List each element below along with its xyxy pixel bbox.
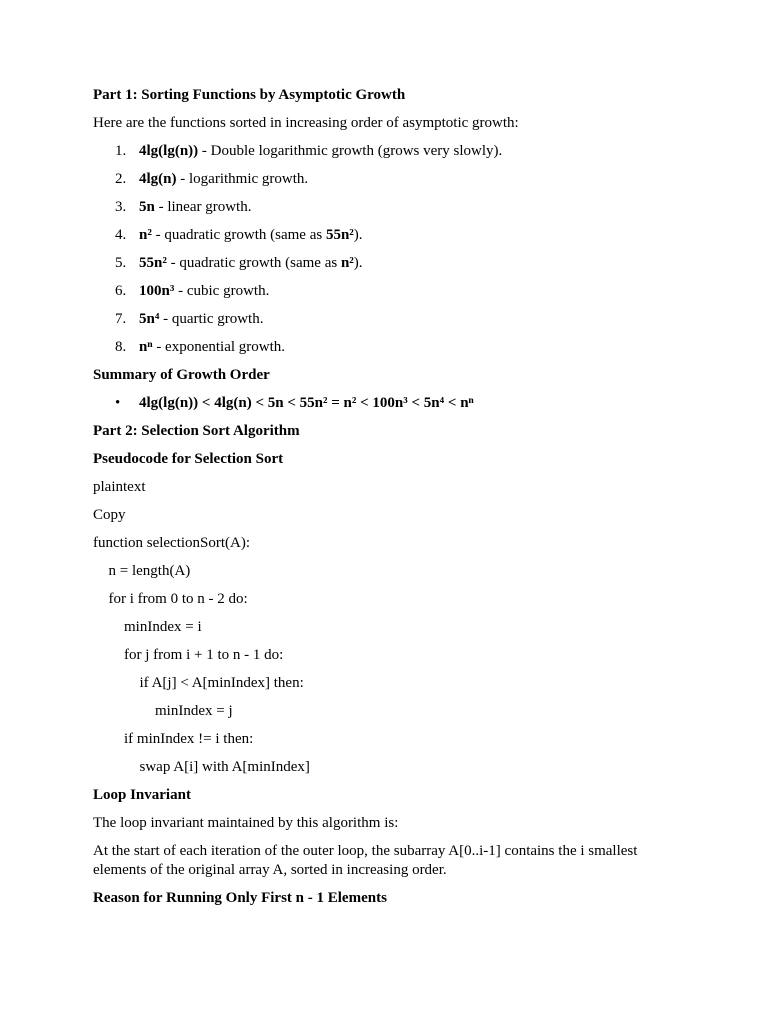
list-item	[93, 254, 683, 282]
part1-heading: Part 1: Sorting Functions by Asymptotic Growth	[93, 87, 406, 103]
loop-invariant-heading: Loop Invariant	[93, 787, 191, 803]
function-term-compare: 55n²	[325, 227, 354, 243]
function-description: - quartic growth.	[159, 311, 264, 327]
code-line: for j from i + 1 to n - 1 do:	[124, 647, 284, 663]
list-item	[93, 282, 683, 310]
list-number: 8.	[115, 339, 127, 355]
part2-heading: Part 2: Selection Sort Algorithm	[93, 423, 300, 439]
reason-heading: Reason for Running Only First n - 1 Elements	[93, 890, 387, 906]
code-language-label: plaintext	[93, 479, 146, 495]
growth-list	[93, 142, 683, 366]
growth-order-summary: 4lg(lg(n)) < 4lg(n) < 5n < 55n² = n² < 100n³ < 5n⁴ < nⁿ	[139, 395, 474, 411]
loop-invariant-text: At the start of each iteration of the outer loop, the subarray A[0..i-1] contains the i smallest elements of the original array A, sorted in increasing order.	[93, 843, 638, 878]
code-line: n = length(A)	[108, 563, 191, 579]
list-item	[93, 338, 683, 366]
function-term: 100n³	[139, 283, 175, 299]
function-description: - quadratic growth (same as	[166, 255, 341, 271]
function-description: - quadratic growth (same as	[151, 227, 326, 243]
pseudocode-heading: Pseudocode for Selection Sort	[93, 451, 284, 467]
summary-list	[93, 394, 683, 422]
function-description-tail: ).	[353, 255, 363, 271]
list-number: 5.	[115, 255, 127, 271]
function-term: 4lg(n)	[139, 171, 177, 187]
function-term: n²	[139, 227, 152, 243]
function-term: 5n	[139, 199, 155, 215]
function-term: 4lg(lg(n))	[139, 143, 199, 159]
code-line: minIndex = i	[124, 619, 202, 635]
list-item	[93, 198, 683, 226]
code-line: swap A[i] with A[minIndex]	[139, 759, 310, 775]
list-item	[93, 310, 683, 338]
list-number: 7.	[115, 311, 127, 327]
code-line: if A[j] < A[minIndex] then:	[139, 675, 304, 691]
code-line: minIndex = j	[155, 703, 233, 719]
function-description: - exponential growth.	[152, 339, 286, 355]
function-description: - cubic growth.	[174, 283, 270, 299]
copy-button[interactable]: Copy	[93, 507, 126, 523]
code-line: function selectionSort(A):	[93, 535, 251, 551]
loop-invariant-intro: The loop invariant maintained by this algorithm is:	[93, 815, 399, 831]
list-item	[93, 226, 683, 254]
function-term: 55n²	[139, 255, 167, 271]
code-block	[93, 534, 683, 786]
code-line: if minIndex != i then:	[124, 731, 254, 747]
part1-intro: Here are the functions sorted in increasing order of asymptotic growth:	[93, 115, 519, 131]
function-description-tail: ).	[353, 227, 363, 243]
function-description: - linear growth.	[154, 199, 252, 215]
list-item	[93, 142, 683, 170]
document-content	[93, 86, 683, 917]
function-description: - logarithmic growth.	[176, 171, 309, 187]
summary-heading: Summary of Growth Order	[93, 367, 270, 383]
function-term-compare: n²	[340, 255, 354, 271]
function-term: nⁿ	[139, 339, 153, 355]
code-line: for i from 0 to n - 2 do:	[108, 591, 248, 607]
bullet-icon: •	[115, 395, 121, 411]
list-number: 4.	[115, 227, 127, 243]
list-item	[93, 394, 683, 422]
list-number: 3.	[115, 199, 127, 215]
list-number: 1.	[115, 143, 127, 159]
function-description: - Double logarithmic growth (grows very slowly).	[198, 143, 503, 159]
function-term: 5n⁴	[139, 311, 160, 327]
list-item	[93, 170, 683, 198]
list-number: 2.	[115, 171, 127, 187]
list-number: 6.	[115, 283, 127, 299]
